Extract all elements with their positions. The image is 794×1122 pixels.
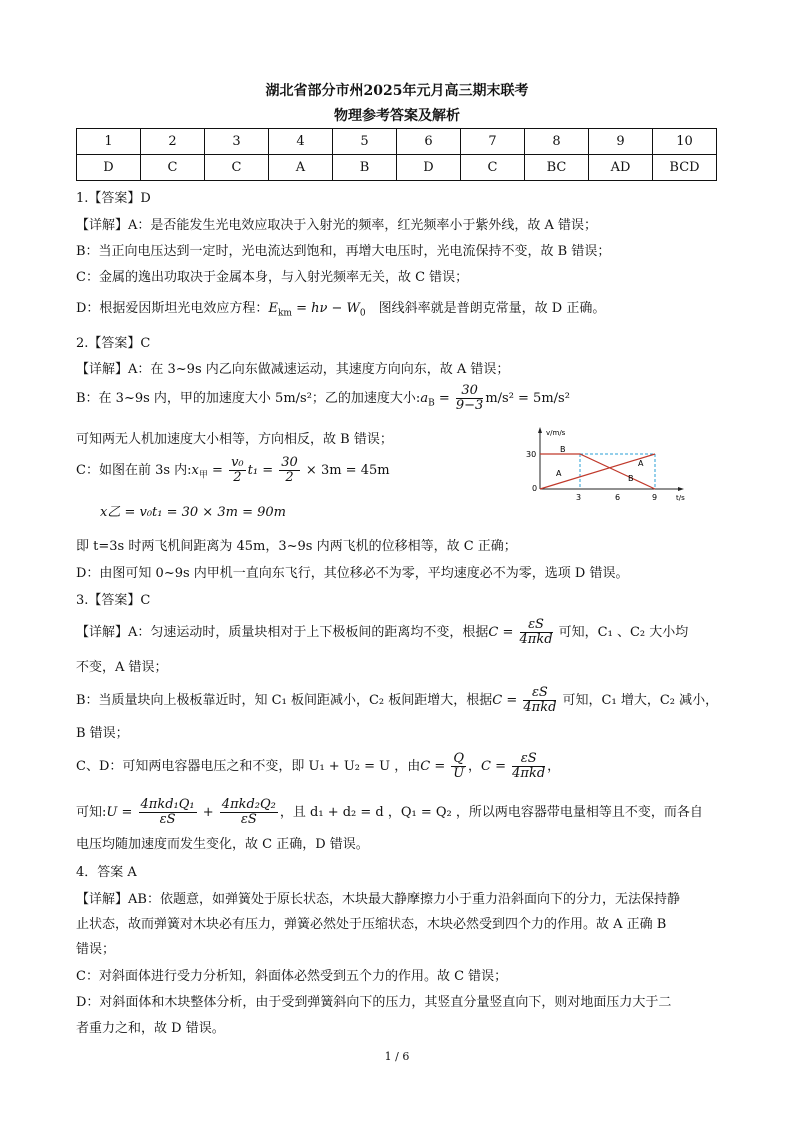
page-title: 湖北省部分市州2025年元月高三期末联考 (265, 83, 529, 99)
numerator: 30 (281, 455, 298, 470)
table-cell: 6 (397, 129, 461, 155)
table-cell: 2 (141, 129, 205, 155)
equals: = (434, 391, 454, 406)
y-axis-arrow (538, 427, 542, 433)
text: B：当质量块向上极板靠近时，知 C₁ 板间距减小，C₂ 板间距增大，根据 (76, 693, 493, 708)
q3-line-a3: 不变，A 错误； (76, 660, 168, 675)
answer-table (76, 128, 717, 181)
q1-line-a: 【详解】A：是否能发生光电效应取决于入射光的频率，红光频率小于紫外线，故 A 错误； (76, 218, 598, 233)
fraction (523, 686, 556, 715)
table-cell: BCD (653, 155, 717, 181)
fraction (139, 798, 197, 827)
symbol-a: a (420, 391, 429, 406)
text: 可知: (76, 805, 107, 820)
fraction (456, 384, 483, 413)
q2-line-b2: 可知两无人机加速度大小相等，方向相反，故 B 错误； (76, 432, 393, 447)
label-b-top: B (560, 445, 566, 454)
numerator: εS (512, 752, 545, 767)
denominator: 9−3 (455, 398, 484, 413)
q4-line-2: 止状态，故而弹簧对木块必有压力，弹簧必然处于压缩状态，木块必然受到四个力的作用。故 A 正确 B (76, 917, 667, 932)
table-cell: 10 (653, 129, 717, 155)
text: ，且 d₁ + d₂ = d ，Q₁ = Q₂ ，所以两电容器带电量相等且不变，而各自 (279, 805, 703, 820)
table-cell: C (205, 155, 269, 181)
equation-sub: 0 (359, 308, 366, 319)
text: B：在 3~9s 内，甲的加速度大小 5m/s²；乙的加速度大小: (76, 391, 421, 406)
q2-line-b (76, 384, 570, 413)
symbol-c: C = (488, 625, 518, 640)
velocity-time-graph (520, 424, 710, 504)
text: C、D：可知两电容器电压之和不变，即 U₁ + U₂ = U ，由 (76, 759, 421, 774)
table-cell: D (77, 155, 141, 181)
equation-rhs: = hν − W (291, 301, 360, 316)
numerator: v₀ (231, 455, 244, 470)
table-cell: AD (589, 155, 653, 181)
q4-line-5: D：对斜面体和木块整体分析，由于受到弹簧斜向下的压力，其竖直分量竖直向下，则对地面压力大于二 (76, 995, 672, 1010)
table-cell: D (397, 155, 461, 181)
table-row-numbers (77, 129, 717, 155)
numerator: 30 (456, 384, 483, 399)
numerator: εS (523, 686, 556, 701)
symbol-c: C = (420, 759, 450, 774)
q4-heading: 4．答案 A (76, 865, 137, 880)
page-subtitle: 物理参考答案及解析 (334, 108, 460, 124)
q4-line-1: 【详解】AB：依题意，如弹簧处于原长状态，木块最大静摩擦力小于重力沿斜面向下的分力，无法保持静 (76, 892, 680, 907)
q1-line-d (76, 297, 605, 319)
equation-sub: km (277, 308, 292, 319)
table-cell: BC (525, 155, 589, 181)
table-cell: 5 (333, 129, 397, 155)
tick-label-6: 6 (615, 493, 621, 502)
fraction (520, 618, 553, 647)
q2-heading: 2.【答案】C (76, 336, 151, 351)
numerator: Q (453, 751, 465, 766)
symbol-c: C = (492, 693, 522, 708)
tick-label-30: 30 (526, 450, 537, 459)
table-cell: 8 (525, 129, 589, 155)
q1-heading: 1.【答案】D (76, 191, 151, 206)
numerator: 4πkd₁Q₁ (140, 797, 195, 812)
q2-line-c (76, 456, 390, 485)
q4-line-6: 者重力之和，故 D 错误。 (76, 1021, 225, 1036)
separator: ， (547, 759, 561, 774)
text: m/s² = 5m/s² (485, 391, 570, 406)
q3-heading: 3.【答案】C (76, 593, 151, 608)
text: 【详解】A：匀速运动时，质量块相对于上下极板间的距离均不变，根据 (76, 625, 489, 640)
text: 可知，C₁ 、C₂ 大小均 (554, 625, 689, 640)
denominator: 4πkd (512, 766, 546, 781)
denominator: 4πkd (523, 700, 557, 715)
tick-label-9: 9 (652, 493, 658, 502)
table-row-answers (77, 155, 717, 181)
table-cell: 7 (461, 129, 525, 155)
q2-line-a: 【详解】A：在 3~9s 内乙向东做减速运动，其速度方向向东，故 A 错误； (76, 362, 510, 377)
fraction (229, 456, 246, 485)
subscript: 甲 (198, 470, 208, 481)
text: 图线斜率就是普朗克常量，故 D 正确。 (365, 301, 606, 316)
denominator: 2 (285, 470, 294, 485)
label-a-right: A (638, 459, 644, 468)
plus: + (198, 805, 218, 820)
table-cell: A (269, 155, 333, 181)
table-cell: C (461, 155, 525, 181)
q2-line-d: D：由图可知 0~9s 内甲机一直向东飞行，其位移必不为零，平均速度必不为零，选项 D 错误。 (76, 566, 629, 581)
text: C：如图在前 3s 内: (76, 463, 192, 478)
q2-line-c3: 即 t=3s 时两飞机间距离为 45m，3~9s 内两飞机的位移相等，故 C 正确； (76, 539, 517, 554)
q3-line-c2 (76, 798, 703, 827)
q3-line-c (76, 752, 560, 781)
denominator: 4πkd (519, 632, 553, 647)
q2-line-c2: x乙 = v₀t₁ = 30 × 3m = 90m (100, 505, 286, 520)
fraction (451, 752, 466, 781)
numerator: εS (520, 618, 553, 633)
q4-line-3: 错误； (76, 942, 116, 957)
x-axis-label: t/s (676, 494, 685, 502)
origin-label: 0 (532, 484, 538, 493)
symbol-c: C = (481, 759, 511, 774)
y-axis-label: v/m/s (546, 429, 566, 437)
symbol-t: t₁ = (247, 463, 278, 478)
table-cell: 4 (269, 129, 333, 155)
table-cell: C (141, 155, 205, 181)
equation-e: E (268, 301, 278, 316)
denominator: U (453, 766, 465, 781)
q3-line-b (76, 686, 718, 715)
page-number: 1 / 6 (384, 1050, 410, 1063)
equals: = (207, 463, 228, 478)
fraction (279, 456, 300, 485)
denominator: εS (240, 812, 257, 827)
table-cell: 9 (589, 129, 653, 155)
text: 可知，C₁ 增大，C₂ 减小， (558, 693, 719, 708)
denominator: εS (159, 812, 176, 827)
numerator: 4πkd₂Q₂ (221, 797, 276, 812)
symbol-u: U = (106, 805, 137, 820)
fraction (220, 798, 278, 827)
q3-line-a (76, 618, 688, 647)
label-a-bottom: A (556, 469, 562, 478)
symbol-x: x (191, 463, 199, 478)
text: × 3m = 45m (301, 463, 390, 478)
x-axis-arrow (678, 487, 684, 491)
table-cell: 3 (205, 129, 269, 155)
table-cell: 1 (77, 129, 141, 155)
text: D：根据爱因斯坦光电效应方程： (76, 301, 269, 316)
separator: ， (468, 759, 482, 774)
denominator: 2 (233, 470, 242, 485)
q4-line-4: C：对斜面体进行受力分析知，斜面体必然受到五个力的作用。故 C 错误； (76, 969, 508, 984)
table-cell: B (333, 155, 397, 181)
tick-label-3: 3 (576, 493, 582, 502)
q1-line-b: B：当正向电压达到一定时，光电流达到饱和，再增大电压时，光电流保持不变，故 B 错误； (76, 244, 611, 259)
q3-line-c3: 电压均随加速度而发生变化，故 C 正确，D 错误。 (76, 837, 369, 852)
fraction (512, 752, 545, 781)
q1-line-c: C：金属的逸出功取决于金属本身，与入射光频率无关，故 C 错误； (76, 270, 469, 285)
subscript: B (428, 398, 435, 409)
q3-line-b3: B 错误； (76, 726, 129, 741)
label-b-right: B (628, 474, 634, 483)
